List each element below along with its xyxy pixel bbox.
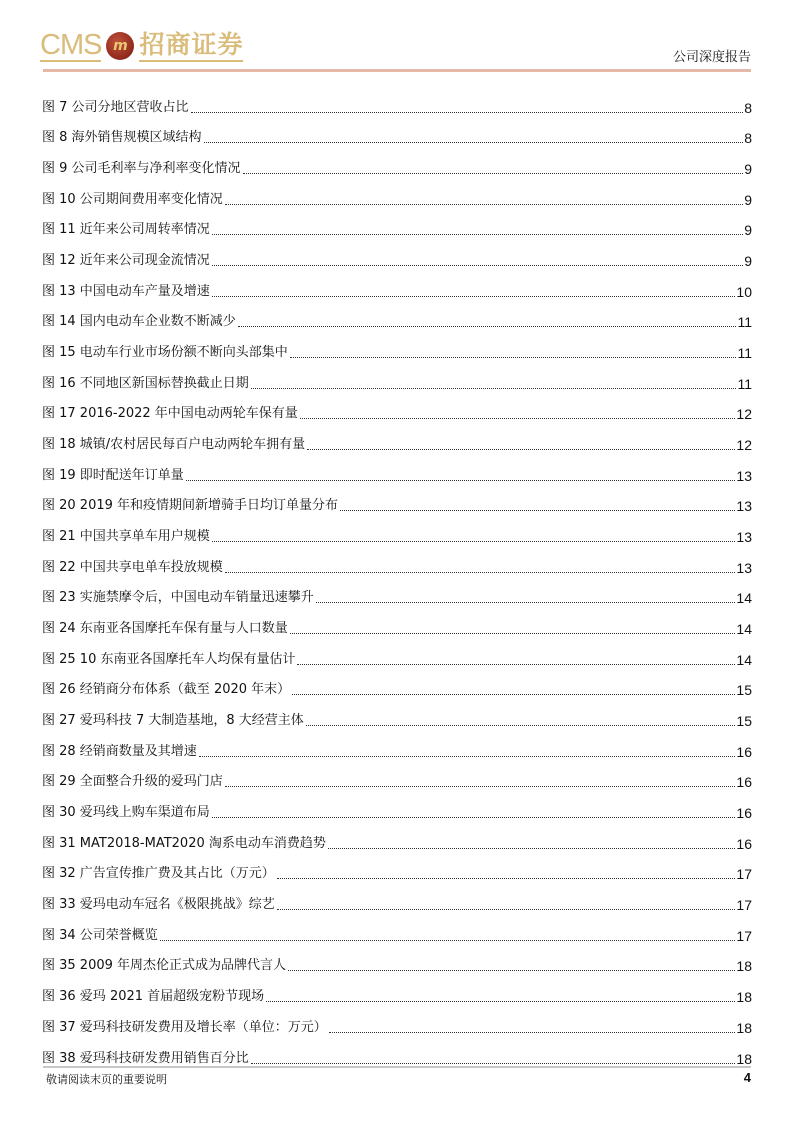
footer-divider xyxy=(43,1066,751,1068)
toc-entry[interactable] xyxy=(42,147,752,178)
toc-entry-page: 14 xyxy=(736,621,752,638)
toc-entry-label: 图 23 实施禁摩令后，中国电动车销量迅速攀升 xyxy=(42,590,314,606)
toc-entry-page: 17 xyxy=(736,927,752,944)
toc-entry[interactable] xyxy=(42,730,752,761)
toc-entry[interactable] xyxy=(42,1037,752,1068)
toc-entry[interactable] xyxy=(42,1006,752,1037)
toc-entry-label: 图 28 经销商数量及其增速 xyxy=(42,743,197,759)
toc-entry[interactable] xyxy=(42,945,752,976)
toc-entry[interactable] xyxy=(42,117,752,148)
toc-entry-page: 8 xyxy=(744,99,752,116)
toc-entry-label: 图 16 不同地区新国标替换截止日期 xyxy=(42,375,249,391)
toc-leader-dots xyxy=(307,449,735,450)
toc-entry-page: 18 xyxy=(736,989,752,1006)
toc-entry[interactable] xyxy=(42,331,752,362)
toc-entry[interactable] xyxy=(42,239,752,270)
toc-leader-dots xyxy=(243,173,744,174)
toc-leader-dots xyxy=(212,234,743,235)
toc-entry-page: 18 xyxy=(736,1050,752,1067)
company-logo xyxy=(40,28,243,64)
toc-leader-dots xyxy=(277,878,736,879)
toc-entry-label: 图 29 全面整合升级的爱玛门店 xyxy=(42,774,223,790)
toc-leader-dots xyxy=(186,480,736,481)
toc-leader-dots xyxy=(212,296,736,297)
toc-entry[interactable] xyxy=(42,699,752,730)
toc-entry-page: 16 xyxy=(736,743,752,760)
logo-emblem-icon: m xyxy=(106,32,134,60)
toc-entry-page: 16 xyxy=(736,805,752,822)
toc-entry[interactable] xyxy=(42,209,752,240)
toc-entry-page: 12 xyxy=(736,437,752,454)
report-type: 公司深度报告 xyxy=(672,50,751,65)
toc-entry-label: 图 30 爱玛线上购车渠道布局 xyxy=(42,805,210,821)
toc-entry-label: 图 27 爱玛科技 7 大制造基地，8 大经营主体 xyxy=(42,713,304,729)
toc-entry[interactable] xyxy=(42,761,752,792)
toc-entry-page: 9 xyxy=(744,222,752,239)
toc-leader-dots xyxy=(292,694,735,695)
toc-entry-page: 17 xyxy=(736,897,752,914)
logo-chinese-name: 招商证券 xyxy=(139,30,243,62)
toc-leader-dots xyxy=(212,541,736,542)
toc-entry[interactable] xyxy=(42,301,752,332)
toc-leader-dots xyxy=(316,602,736,603)
toc-entry-page: 13 xyxy=(736,498,752,515)
toc-entry[interactable] xyxy=(42,270,752,301)
toc-entry-page: 16 xyxy=(736,774,752,791)
toc-leader-dots xyxy=(306,725,736,726)
toc-entry[interactable] xyxy=(42,454,752,485)
toc-entry-page: 11 xyxy=(737,314,752,331)
toc-entry[interactable] xyxy=(42,515,752,546)
toc-entry[interactable] xyxy=(42,791,752,822)
toc-leader-dots xyxy=(329,1032,736,1033)
toc-entry-label: 图 26 经销商分布体系（截至 2020 年末） xyxy=(42,682,291,698)
toc-entry-label: 图 32 广告宣传推广费及其占比（万元） xyxy=(42,866,275,882)
toc-entry-page: 18 xyxy=(736,1019,752,1036)
toc-entry-page: 9 xyxy=(744,161,752,178)
toc-entry-label: 图 10 公司期间费用率变化情况 xyxy=(42,191,223,207)
logo-text: CMS xyxy=(40,29,102,61)
toc-entry[interactable] xyxy=(42,883,752,914)
toc-leader-dots xyxy=(290,357,737,358)
toc-entry-page: 10 xyxy=(736,283,752,300)
toc-entry[interactable] xyxy=(42,822,752,853)
toc-leader-dots xyxy=(212,265,743,266)
header-divider xyxy=(43,69,751,72)
toc-entry-page: 12 xyxy=(736,406,752,423)
toc-entry-label: 图 36 爱玛 2021 首届超级宠粉节现场 xyxy=(42,989,265,1005)
toc-entry[interactable] xyxy=(42,975,752,1006)
toc-entry-page: 9 xyxy=(744,191,752,208)
toc-entry-label: 图 17 2016-2022 年中国电动两轮车保有量 xyxy=(42,406,298,422)
toc-entry-label: 图 15 电动车行业市场份额不断向头部集中 xyxy=(42,345,288,361)
toc-leader-dots xyxy=(297,664,735,665)
toc-entry[interactable] xyxy=(42,669,752,700)
toc-leader-dots xyxy=(191,112,744,113)
toc-entry-page: 11 xyxy=(737,375,752,392)
table-of-figures xyxy=(42,86,752,1068)
toc-leader-dots xyxy=(340,510,735,511)
toc-leader-dots xyxy=(199,756,736,757)
toc-leader-dots xyxy=(288,970,735,971)
toc-entry-page: 11 xyxy=(737,345,752,362)
toc-leader-dots xyxy=(266,1001,735,1002)
toc-entry-label: 图 12 近年来公司现金流情况 xyxy=(42,253,210,269)
toc-entry[interactable] xyxy=(42,638,752,669)
toc-entry-label: 图 14 国内电动车企业数不断减少 xyxy=(42,314,236,330)
toc-entry-label: 图 35 2009 年周杰伦正式成为品牌代言人 xyxy=(42,958,287,974)
toc-leader-dots xyxy=(160,940,736,941)
toc-entry-label: 图 13 中国电动车产量及增速 xyxy=(42,283,210,299)
toc-entry[interactable] xyxy=(42,577,752,608)
toc-leader-dots xyxy=(328,848,736,849)
toc-entry-page: 13 xyxy=(736,467,752,484)
toc-leader-dots xyxy=(251,388,737,389)
toc-entry-label: 图 22 中国共享电单车投放规模 xyxy=(42,559,223,575)
toc-entry[interactable] xyxy=(42,853,752,884)
toc-entry-label: 图 24 东南亚各国摩托车保有量与人口数量 xyxy=(42,621,288,637)
toc-entry-label: 图 11 近年来公司周转率情况 xyxy=(42,222,210,238)
toc-entry[interactable] xyxy=(42,86,752,117)
toc-entry-page: 8 xyxy=(744,130,752,147)
toc-leader-dots xyxy=(300,418,736,419)
toc-entry[interactable] xyxy=(42,914,752,945)
toc-entry-label: 图 31 MAT2018-MAT2020 淘系电动车消费趋势 xyxy=(42,835,326,851)
toc-entry[interactable] xyxy=(42,546,752,577)
toc-entry-page: 14 xyxy=(736,590,752,607)
toc-entry[interactable] xyxy=(42,607,752,638)
toc-entry-label: 图 37 爱玛科技研发费用及增长率（单位：万元） xyxy=(42,1019,327,1035)
toc-entry-label: 图 19 即时配送年订单量 xyxy=(42,467,184,483)
page-number: 4 xyxy=(743,1070,751,1085)
toc-entry-page: 13 xyxy=(736,559,752,576)
toc-entry-page: 14 xyxy=(736,651,752,668)
toc-entry[interactable] xyxy=(42,362,752,393)
toc-entry-page: 15 xyxy=(736,713,752,730)
toc-leader-dots xyxy=(225,572,736,573)
toc-entry-label: 图 38 爱玛科技研发费用销售百分比 xyxy=(42,1050,249,1066)
toc-entry-label: 图 18 城镇/农村居民每百户电动两轮车拥有量 xyxy=(42,437,306,453)
toc-entry-label: 图 33 爱玛电动车冠名《极限挑战》综艺 xyxy=(42,897,275,913)
toc-leader-dots xyxy=(225,204,743,205)
toc-entry[interactable] xyxy=(42,393,752,424)
toc-leader-dots xyxy=(204,142,744,143)
toc-entry-label: 图 25 10 东南亚各国摩托车人均保有量估计 xyxy=(42,651,296,667)
toc-entry-label: 图 7 公司分地区营收占比 xyxy=(42,99,189,115)
toc-entry-page: 13 xyxy=(736,529,752,546)
toc-entry-label: 图 34 公司荣誉概览 xyxy=(42,927,158,943)
toc-entry-page: 15 xyxy=(736,682,752,699)
toc-entry-page: 18 xyxy=(736,958,752,975)
footer-notice: 敬请阅读末页的重要说明 xyxy=(46,1073,167,1086)
toc-leader-dots xyxy=(225,786,736,787)
toc-entry[interactable] xyxy=(42,178,752,209)
toc-entry-label: 图 9 公司毛利率与净利率变化情况 xyxy=(42,161,241,177)
toc-entry-label: 图 8 海外销售规模区域结构 xyxy=(42,130,202,146)
toc-entry-label: 图 21 中国共享单车用户规模 xyxy=(42,529,210,545)
toc-entry-page: 17 xyxy=(736,866,752,883)
toc-entry-page: 16 xyxy=(736,835,752,852)
toc-leader-dots xyxy=(251,1063,736,1064)
toc-leader-dots xyxy=(290,633,736,634)
toc-entry[interactable] xyxy=(42,485,752,516)
toc-entry[interactable] xyxy=(42,423,752,454)
toc-entry-page: 9 xyxy=(744,253,752,270)
toc-leader-dots xyxy=(277,909,736,910)
toc-leader-dots xyxy=(238,326,737,327)
toc-entry-label: 图 20 2019 年和疫情期间新增骑手日均订单量分布 xyxy=(42,498,339,514)
toc-leader-dots xyxy=(212,817,736,818)
